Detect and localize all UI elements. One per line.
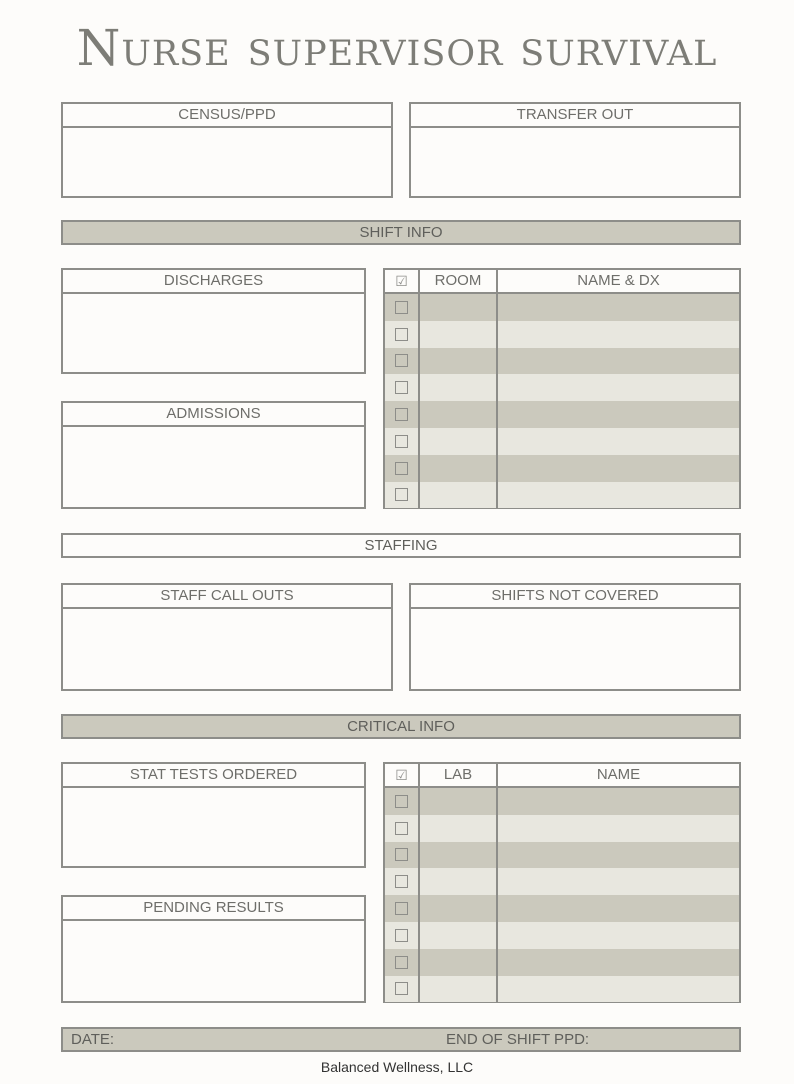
cell[interactable] <box>420 374 498 401</box>
cell[interactable] <box>498 455 739 482</box>
room-table <box>383 268 741 509</box>
cell[interactable] <box>420 868 498 895</box>
cell[interactable] <box>420 788 498 815</box>
table-row <box>385 949 739 976</box>
cell[interactable] <box>420 976 498 1003</box>
admissions-header: ADMISSIONS <box>63 403 364 427</box>
cell[interactable] <box>498 428 739 455</box>
cell[interactable] <box>498 868 739 895</box>
cell[interactable] <box>420 482 498 509</box>
stat-tests-header: STAT TESTS ORDERED <box>63 764 364 788</box>
brand-footer: Balanced Wellness, LLC <box>320 1059 474 1075</box>
checkbox[interactable] <box>395 982 408 995</box>
cell[interactable] <box>420 815 498 842</box>
cell[interactable] <box>420 842 498 869</box>
checkbox[interactable] <box>395 875 408 888</box>
table-row <box>385 455 739 482</box>
shifts-not-covered-box[interactable] <box>409 583 741 691</box>
cell[interactable] <box>498 815 739 842</box>
end-of-shift-ppd-label: END OF SHIFT PPD: <box>446 1031 590 1048</box>
checkbox[interactable] <box>395 354 408 367</box>
table-row <box>385 428 739 455</box>
pending-results-header: PENDING RESULTS <box>63 897 364 921</box>
col-name-dx: NAME & DX <box>577 272 660 289</box>
table-row <box>385 976 739 1003</box>
table-row <box>385 401 739 428</box>
table-row <box>385 321 739 348</box>
critical-info-bar: CRITICAL INFO <box>61 714 741 739</box>
census-box[interactable] <box>61 102 393 198</box>
table-row <box>385 482 739 509</box>
table-row <box>385 788 739 815</box>
checkbox-checked-icon: ☑ <box>395 273 408 289</box>
cell[interactable] <box>420 895 498 922</box>
checkbox[interactable] <box>395 408 408 421</box>
checkbox[interactable] <box>395 956 408 969</box>
checkbox[interactable] <box>395 462 408 475</box>
checkbox[interactable] <box>395 381 408 394</box>
table-row <box>385 842 739 869</box>
checkbox[interactable] <box>395 488 408 501</box>
cell[interactable] <box>498 976 739 1003</box>
checkbox[interactable] <box>395 328 408 341</box>
stat-tests-box[interactable] <box>61 762 366 868</box>
cell[interactable] <box>420 401 498 428</box>
transfer-out-box[interactable] <box>409 102 741 198</box>
cell[interactable] <box>498 895 739 922</box>
page-title: Nurse supervisor survival <box>76 19 718 77</box>
cell[interactable] <box>498 348 739 375</box>
lab-table-header <box>385 764 739 788</box>
shifts-not-covered-header: SHIFTS NOT COVERED <box>411 585 739 609</box>
table-row <box>385 815 739 842</box>
cell[interactable] <box>420 428 498 455</box>
cell[interactable] <box>498 321 739 348</box>
table-row <box>385 374 739 401</box>
staffing-bar: STAFFING <box>61 533 741 558</box>
cell[interactable] <box>420 348 498 375</box>
table-row <box>385 348 739 375</box>
room-table-header <box>385 270 739 294</box>
pending-results-box[interactable] <box>61 895 366 1003</box>
table-row <box>385 922 739 949</box>
cell[interactable] <box>498 842 739 869</box>
discharges-box[interactable] <box>61 268 366 374</box>
table-row <box>385 868 739 895</box>
checkbox[interactable] <box>395 795 408 808</box>
cell[interactable] <box>498 922 739 949</box>
checkbox[interactable] <box>395 822 408 835</box>
discharges-header: DISCHARGES <box>63 270 364 294</box>
checkbox[interactable] <box>395 435 408 448</box>
checkbox[interactable] <box>395 848 408 861</box>
cell[interactable] <box>498 294 739 321</box>
lab-table <box>383 762 741 1003</box>
table-row <box>385 895 739 922</box>
date-label: DATE: <box>71 1031 115 1048</box>
cell[interactable] <box>420 455 498 482</box>
transfer-out-header: TRANSFER OUT <box>411 104 739 128</box>
staff-call-outs-box[interactable] <box>61 583 393 691</box>
cell[interactable] <box>498 788 739 815</box>
cell[interactable] <box>420 949 498 976</box>
staff-call-outs-header: STAFF CALL OUTS <box>63 585 391 609</box>
checkbox-checked-icon: ☑ <box>395 767 408 783</box>
cell[interactable] <box>498 401 739 428</box>
admissions-box[interactable] <box>61 401 366 509</box>
cell[interactable] <box>420 321 498 348</box>
col-lab: LAB <box>420 764 498 786</box>
cell[interactable] <box>420 922 498 949</box>
checkbox[interactable] <box>395 902 408 915</box>
checkbox[interactable] <box>395 301 408 314</box>
col-name: NAME <box>596 766 641 783</box>
cell[interactable] <box>498 949 739 976</box>
table-row <box>385 294 739 321</box>
shift-info-bar: SHIFT INFO <box>61 220 741 245</box>
footer-bar <box>61 1027 741 1052</box>
col-room: ROOM <box>420 270 498 292</box>
cell[interactable] <box>498 374 739 401</box>
cell[interactable] <box>498 482 739 509</box>
cell[interactable] <box>420 294 498 321</box>
checkbox[interactable] <box>395 929 408 942</box>
census-header: CENSUS/PPD <box>63 104 391 128</box>
